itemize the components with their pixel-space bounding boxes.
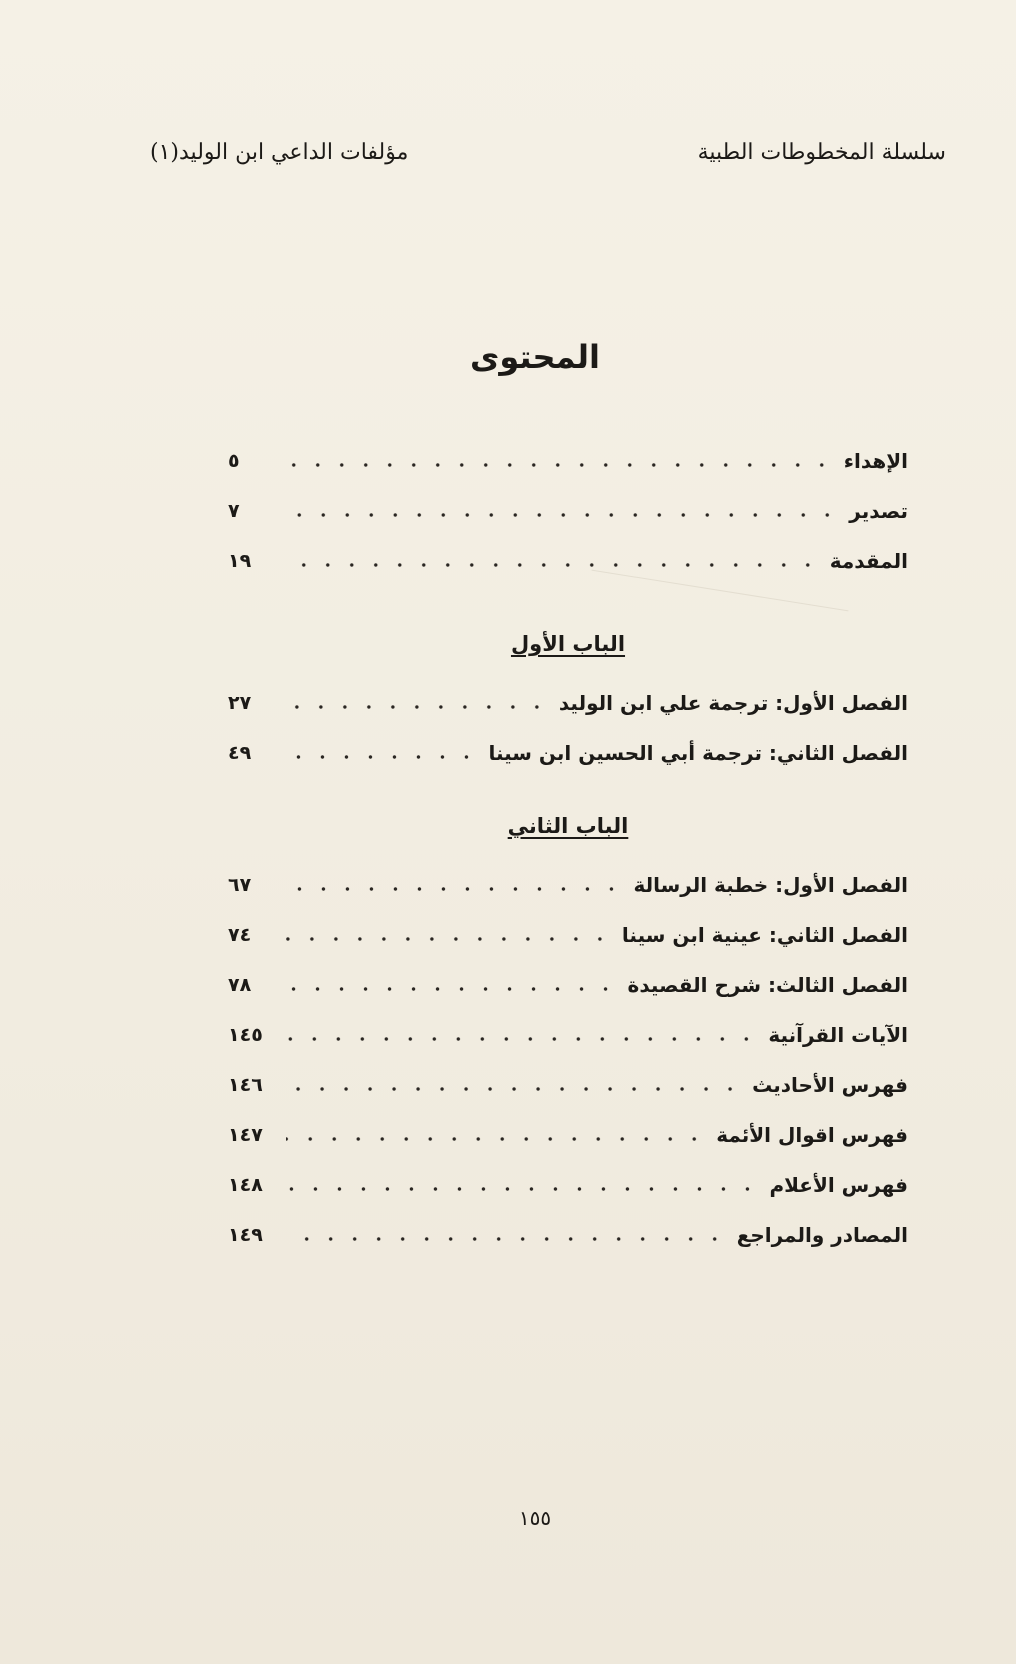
toc-entry (228, 536, 908, 586)
toc-entry (228, 1010, 908, 1060)
toc-entry (228, 678, 908, 728)
dot-leader (286, 513, 839, 517)
toc-entry (228, 1210, 908, 1260)
dot-leader (286, 755, 478, 759)
toc-entry-page: ١٩ (228, 550, 252, 572)
dot-leader (286, 463, 834, 467)
toc-entry (228, 1110, 908, 1160)
toc-entry-page: ١٤٩ (228, 1224, 263, 1246)
dot-leader (286, 1037, 758, 1041)
part-heading: الباب الأول (510, 632, 626, 656)
toc-entry-page: ٧٤ (228, 924, 252, 946)
toc-entry-label: الفصل الثاني: عينية ابن سينا (621, 923, 908, 947)
dot-leader (286, 887, 623, 891)
toc-entry-label: الفصل الثالث: شرح القصيدة (627, 973, 908, 997)
toc-entry-label: تصدير (849, 499, 908, 523)
toc-entry (228, 728, 908, 778)
toc-entry-label: الفصل الأول: خطبة الرسالة (633, 873, 908, 897)
toc-entry (228, 436, 908, 486)
toc-entry (228, 1160, 908, 1210)
part-heading: الباب الثاني (507, 814, 629, 838)
toc-entry (228, 960, 908, 1010)
toc-entry-page: ١٤٥ (228, 1024, 263, 1046)
dot-leader (286, 1237, 727, 1241)
dot-leader (286, 1187, 759, 1191)
toc-entry-page: ٦٧ (228, 874, 252, 896)
toc-entry-label: المصادر والمراجع (736, 1223, 908, 1247)
toc-entry-page: ١٤٨ (228, 1174, 263, 1196)
toc-entry-label: الفصل الثاني: ترجمة أبي الحسين ابن سينا (488, 741, 908, 765)
toc-entry-page: ٥ (228, 450, 240, 472)
dot-leader (286, 987, 618, 991)
dot-leader (286, 1087, 742, 1091)
toc-front-matter (228, 436, 908, 586)
toc-entry-label: الفصل الأول: ترجمة علي ابن الوليد (558, 691, 908, 715)
toc-entry-page: ١٤٧ (228, 1124, 263, 1146)
toc-entry-page: ٧ (228, 500, 240, 522)
series-title: سلسلة المخطوطات الطبية (697, 140, 946, 165)
toc-entry-label: المقدمة (829, 549, 908, 573)
toc-entry-page: ٤٩ (228, 742, 252, 764)
running-head (150, 140, 946, 180)
toc-entry-label: الآيات القرآنية (768, 1023, 908, 1047)
dot-leader (286, 705, 549, 709)
toc-entry (228, 1060, 908, 1110)
toc-entry-page: ٢٧ (228, 692, 252, 714)
toc-entry-page: ١٤٦ (228, 1074, 263, 1096)
toc-entry (228, 910, 908, 960)
dot-leader (286, 563, 820, 567)
dot-leader (286, 1137, 706, 1141)
toc-entry-label: فهرس اقوال الأئمة (716, 1123, 908, 1147)
toc-entry-page: ٧٨ (228, 974, 252, 996)
toc-entry-label: فهرس الأحاديث (752, 1073, 908, 1097)
toc-entry-label: الإهداء (843, 449, 908, 473)
toc-title: المحتوى (470, 338, 600, 376)
volume-title: مؤلفات الداعي ابن الوليد(١) (150, 140, 409, 165)
dot-leader (286, 937, 612, 941)
folio-page-number: ١٥٥ (518, 1506, 552, 1530)
toc-entry-label: فهرس الأعلام (769, 1173, 908, 1197)
toc-entry (228, 860, 908, 910)
toc-entry (228, 486, 908, 536)
